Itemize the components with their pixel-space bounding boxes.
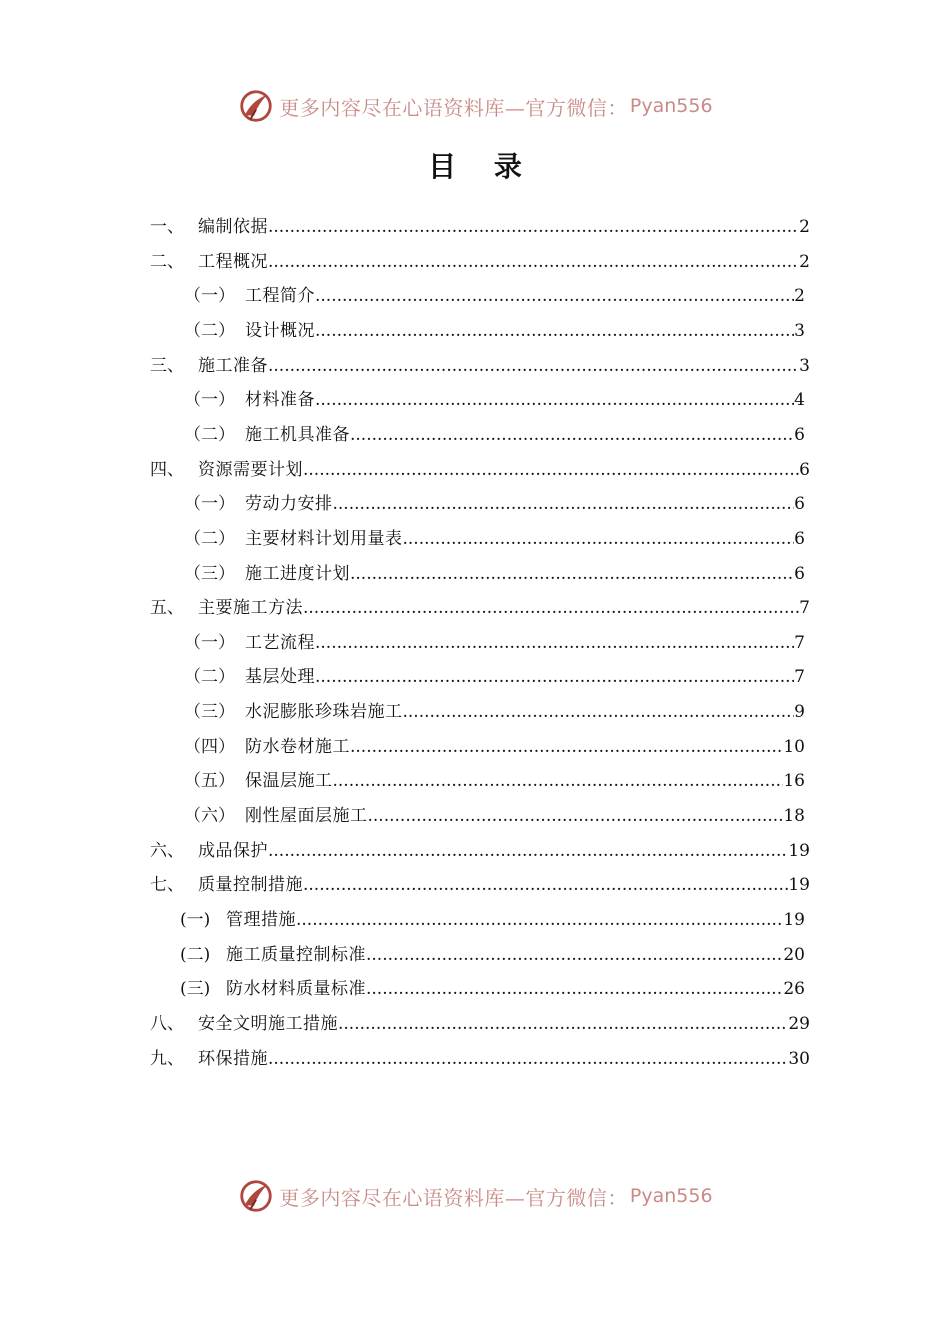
toc-entry-label: 主要材料计划用量表 (245, 528, 403, 549)
toc-entry-number: （六） (184, 806, 235, 827)
toc-entry-number: （四） (184, 736, 235, 757)
toc-entry-number: 九、 (150, 1048, 184, 1069)
toc-entry-number: （二） (184, 667, 235, 688)
toc-leader-dots (296, 903, 783, 938)
toc-entry-page: 7 (799, 598, 810, 619)
toc-leader-dots (333, 487, 795, 522)
toc-leader-dots (403, 695, 795, 730)
toc-leader-dots (268, 245, 799, 280)
watermark-bottom (0, 1176, 950, 1216)
toc-entry-label: 水泥膨胀珍珠岩施工 (245, 702, 403, 723)
toc-entry[interactable] (150, 591, 810, 626)
toc-leader-dots (366, 938, 783, 973)
toc-leader-dots (268, 210, 799, 245)
toc-entry[interactable] (184, 487, 805, 522)
toc-leader-dots (350, 730, 783, 765)
toc-entry-number: 六、 (150, 840, 184, 861)
toc-entry-page: 2 (794, 286, 805, 307)
toc-entry-number: 一、 (150, 217, 184, 237)
toc-leader-dots (315, 626, 794, 661)
toc-entry[interactable] (184, 522, 805, 557)
toc-entry-page: 6 (794, 528, 805, 549)
toc-entry-page: 6 (794, 424, 805, 445)
toc-entry-number: （一） (184, 494, 235, 515)
toc-entry[interactable] (184, 418, 805, 453)
toc-entry-page: 20 (783, 944, 805, 965)
toc-leader-dots (268, 834, 788, 869)
toc-entry-number: （一） (184, 286, 235, 307)
toc-entry-label: 刚性屋面层施工 (245, 806, 368, 827)
toc-entry-label: 施工准备 (198, 355, 268, 376)
watermark-id: Pyan556 (629, 1185, 713, 1207)
toc-entry-page: 10 (783, 736, 805, 757)
toc-leader-dots (303, 453, 799, 488)
toc-leader-dots (350, 418, 794, 453)
toc-leader-dots (350, 557, 794, 592)
toc-entry-label: 工程简介 (245, 286, 315, 307)
toc-entry-label: 设计概况 (245, 320, 315, 341)
toc-entry-label: 材料准备 (245, 390, 315, 411)
toc-entry-number: （三） (184, 702, 235, 723)
toc-entry-number: （二） (184, 320, 235, 341)
toc-leader-dots (268, 1042, 788, 1077)
toc-leader-dots (303, 868, 788, 903)
toc-entry-page: 16 (783, 771, 805, 792)
toc-entry[interactable] (184, 383, 805, 418)
toc-entry-label: 资源需要计划 (198, 459, 303, 480)
toc-entry-number: （三） (184, 563, 235, 584)
toc-entry[interactable] (184, 626, 805, 661)
toc-entry-page: 26 (783, 979, 805, 1000)
toc-entry-number: 四、 (150, 459, 184, 480)
toc-entry-page: 2 (799, 251, 810, 272)
toc-leader-dots (315, 314, 794, 349)
toc-leader-dots (338, 1007, 788, 1042)
toc-entry[interactable] (184, 799, 805, 834)
toc-entry-page: 9 (794, 702, 805, 723)
toc-leader-dots (333, 764, 784, 799)
toc-entry[interactable] (184, 314, 805, 349)
toc-leader-dots (368, 799, 784, 834)
toc-entry[interactable] (180, 972, 805, 1007)
toc-entry-label: 施工进度计划 (245, 563, 350, 584)
toc-leader-dots (403, 522, 795, 557)
toc-entry-label: 施工机具准备 (245, 424, 350, 445)
toc-entry-label: 管理措施 (226, 910, 296, 930)
toc-leader-dots (315, 383, 794, 418)
toc-entry[interactable] (184, 557, 805, 592)
toc-entry-number: （二） (184, 424, 235, 445)
toc-entry-number: 二、 (150, 251, 184, 272)
toc-entry[interactable] (184, 730, 805, 765)
toc-entry-page: 7 (794, 667, 805, 688)
toc-entry-label: 施工质量控制标准 (226, 944, 366, 965)
toc-entry-label: 保温层施工 (245, 771, 333, 792)
toc-entry[interactable] (184, 695, 805, 730)
toc-entry-page: 2 (799, 217, 810, 237)
toc-entry-page: 4 (794, 390, 805, 411)
toc-entry-page: 3 (794, 320, 805, 341)
toc-entry-number: 三、 (150, 355, 184, 376)
toc-entry-number: (三) (180, 979, 211, 1000)
toc-entry[interactable] (150, 1007, 810, 1042)
toc-entry-page: 30 (788, 1048, 810, 1069)
toc-entry[interactable] (180, 903, 805, 938)
toc-entry-page: 7 (794, 632, 805, 653)
toc-entry[interactable] (184, 660, 805, 695)
toc-entry-label: 环保措施 (198, 1048, 268, 1069)
toc-entry[interactable] (180, 938, 805, 973)
toc-entry-label: 主要施工方法 (198, 598, 303, 619)
toc-entry[interactable] (150, 868, 810, 903)
toc-entry-label: 劳动力安排 (245, 494, 333, 515)
pen-logo-icon (237, 1177, 275, 1215)
toc-entry-label: 基层处理 (245, 667, 315, 688)
toc-entry-page: 18 (783, 806, 805, 827)
pen-logo-icon (237, 87, 275, 125)
toc-entry-label: 工程概况 (198, 251, 268, 272)
toc-entry-page: 6 (794, 563, 805, 584)
watermark-text: 更多内容尽在心语资料库—官方微信： (279, 95, 628, 120)
toc-entry[interactable] (150, 1042, 810, 1077)
watermark-top (0, 86, 950, 126)
toc-leader-dots (303, 591, 799, 626)
toc-entry-number: （一） (184, 390, 235, 411)
toc-entry[interactable] (150, 245, 810, 280)
page-title: 目 录 (428, 150, 536, 183)
toc-entry-number: （五） (184, 771, 235, 792)
toc-leader-dots (315, 279, 794, 314)
toc-entry-number: （一） (184, 632, 235, 653)
watermark-text: 更多内容尽在心语资料库—官方微信： (279, 1185, 628, 1210)
toc-entry-label: 工艺流程 (245, 632, 315, 653)
toc-entry-page: 6 (799, 459, 810, 480)
toc-entry[interactable] (184, 764, 805, 799)
toc-entry-page: 29 (788, 1013, 810, 1034)
toc-entry-label: 防水材料质量标准 (226, 979, 366, 1000)
toc-entry-page: 3 (799, 355, 810, 376)
toc-entry-page: 6 (794, 494, 805, 515)
toc-entry-number: （二） (184, 528, 235, 549)
toc-entry-number: (一) (180, 910, 211, 930)
toc-entry[interactable] (184, 279, 805, 314)
watermark-id: Pyan556 (629, 95, 713, 117)
toc-entry-number: (二) (180, 944, 211, 965)
toc-entry[interactable] (150, 349, 810, 384)
toc-entry-label: 编制依据 (198, 217, 268, 237)
toc-entry[interactable] (150, 453, 810, 488)
toc-leader-dots (268, 349, 799, 384)
toc-leader-dots (366, 972, 783, 1007)
toc-entry-label: 安全文明施工措施 (198, 1013, 338, 1034)
toc-entry-page: 19 (788, 840, 810, 861)
toc-entry-page: 19 (783, 910, 805, 930)
toc-entry[interactable] (150, 210, 810, 245)
toc-entry-number: 五、 (150, 598, 184, 619)
toc-entry-number: 七、 (150, 875, 184, 896)
toc-entry-label: 防水卷材施工 (245, 736, 350, 757)
toc-entry-label: 质量控制措施 (198, 875, 303, 896)
toc-entry-number: 八、 (150, 1013, 184, 1034)
toc-leader-dots (315, 660, 794, 695)
toc-entry-page: 19 (788, 875, 810, 896)
toc-entry-label: 成品保护 (198, 840, 268, 861)
toc-entry[interactable] (150, 834, 810, 869)
